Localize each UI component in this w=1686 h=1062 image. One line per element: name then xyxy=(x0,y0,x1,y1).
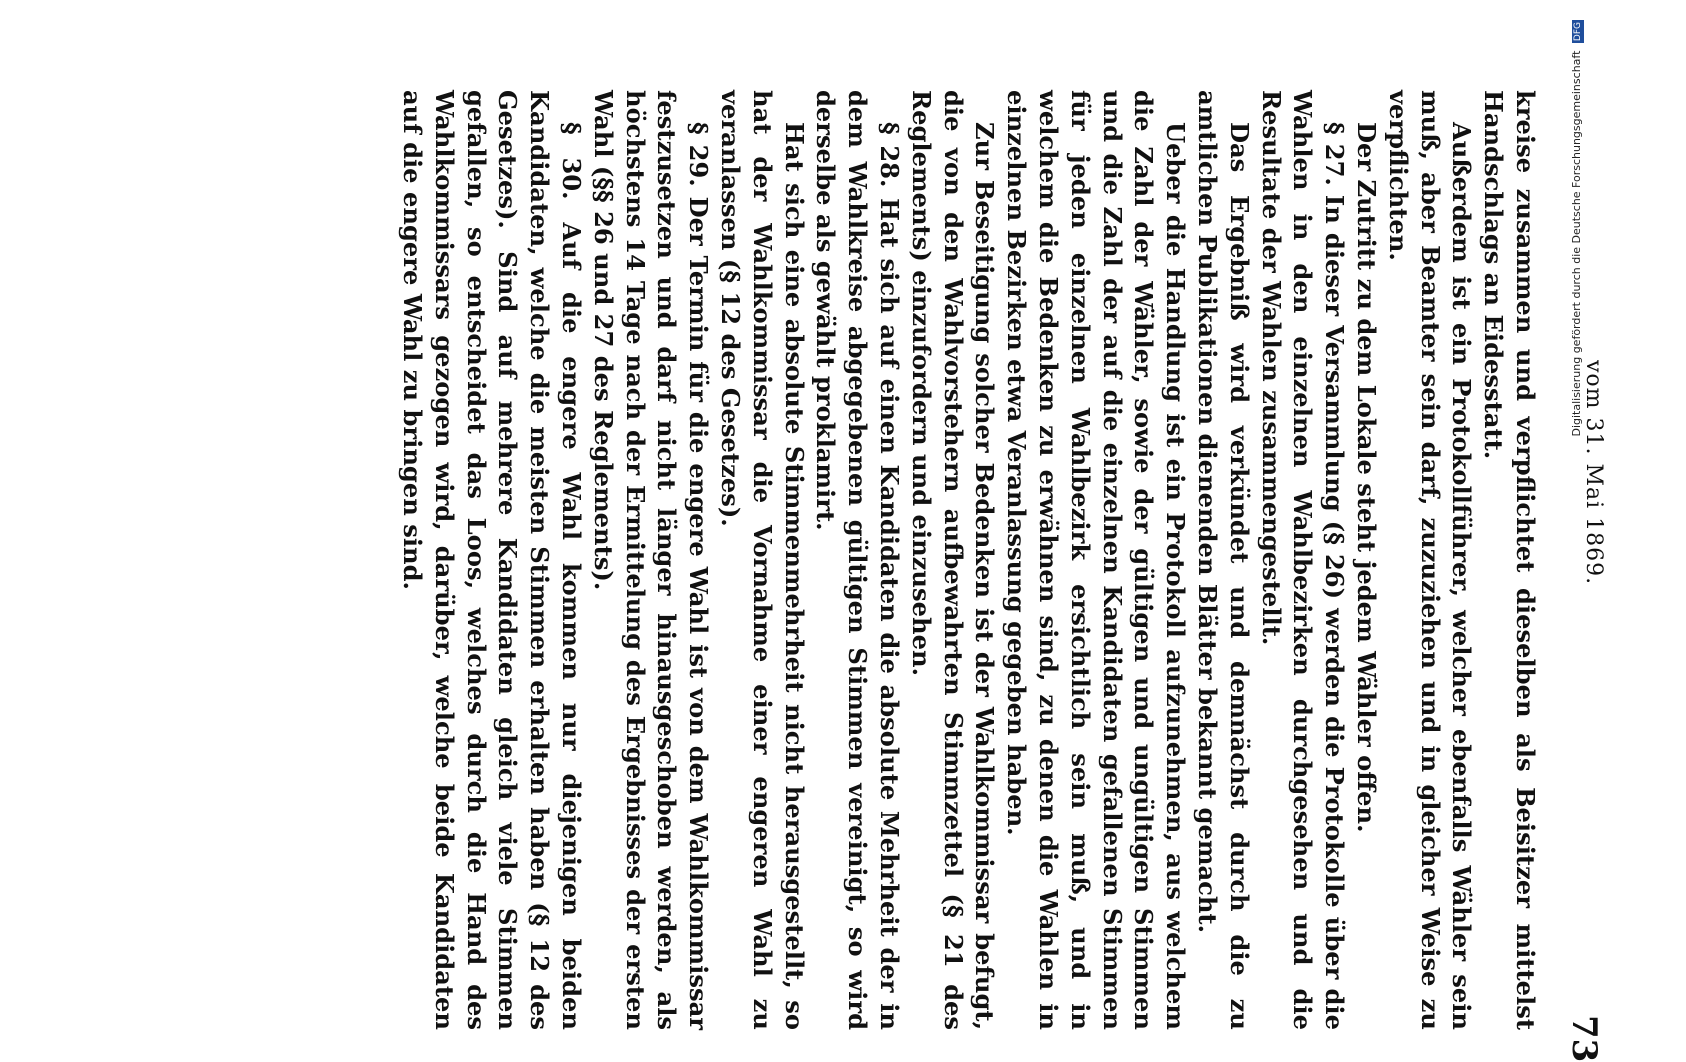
paragraph: kreise zusammen und verpflichtet dieselben als Beisitzer mittelst Handschlags an Eidesstatt. xyxy=(1479,90,1540,1030)
paragraph: Außerdem ist ein Protokollführer, welcher ebenfalls Wähler sein muß, aber Beamter sein darf, zuzuziehen und in gleicher Weise zu verpflichten. xyxy=(1383,90,1477,1030)
paragraph: Das Ergebniß wird verkündet und demnächst durch die zu amtlichen Publikationen dienenden Blätter bekannt gemacht. xyxy=(1193,90,1254,1030)
body-text xyxy=(396,90,1541,1030)
paragraph: Ueber die Handlung ist ein Protokoll aufzunehmen, aus welchem die Zahl der Wähler, sowie der gültigen und ungültigen Stimmen und die Zahl der auf die einzelnen Kandidaten gefallenen Stimmen für jeden einzelnen Wahlbezirk ersichtlich sein muß, und in welchem die Bedenken zu erwähnen sind, zu denen die Wahlen in einzelnen Bezirken etwa Veranlassung gegeben haben. xyxy=(1002,90,1191,1030)
paragraph: Der Zutritt zu dem Lokale steht jedem Wähler offen. xyxy=(1352,122,1382,833)
paragraph: Hat sich eine absolute Stimmenmehrheit nicht herausgestellt, so hat der Wahlkommissar die Vornahme einer engeren Wahl zu veranlassen (§ 12 des Gesetzes). xyxy=(716,90,809,1030)
paragraph-section-28: § 28. Hat sich auf einen Kandidaten die absolute Mehrheit der in dem Wahlkreise abgegebenen gültigen Stimmen vereinigt, so wird derselbe als gewählt proklamirt. xyxy=(811,90,905,1030)
paragraph-section-29: § 29. Der Termin für die engere Wahl ist von dem Wahlkommissar festzusetzen und darf nicht länger hinausgeschoben werden, als höchstens 14 Tage nach der Ermittelung des Ergebnisses der ersten Wahl (§§ 26 und 27 des Reglements). xyxy=(588,90,714,1030)
page-number: 73 xyxy=(1564,1015,1604,1062)
paragraph-section-27: § 27. In dieser Versammlung (§ 26) werden die Protokolle über die Wahlen in den einzelnen Wahlbezirken durchgesehen und die Resultate der Wahlen zusammengestellt. xyxy=(1256,90,1350,1030)
digitization-text: Digitalisierung gefördert durch die Deutsche Forschungsgemeinschaft xyxy=(1570,50,1583,437)
paragraph-section-30: § 30. Auf die engere Wahl kommen nur diejenigen beiden Kandidaten, welche die meisten Stimmen erhalten haben (§ 12 des Gesetzes). Sind auf mehrere Kandidaten gleich viele Stimmen gefallen, so entscheidet das Loos, welches durch die Hand des Wahlkommissars gezogen wird, darüber, welche beide Kandidaten auf die engere Wahl zu bringen sind. xyxy=(398,90,587,1030)
paragraph: Zur Beseitigung solcher Bedenken ist der Wahlkommissar befugt, die von den Wahlvorstehern aufbewahrten Stimmzettel (§ 21 des Reglements) einzufordern und einzusehen. xyxy=(906,90,1000,1030)
running-title: vom 31. Mai 1869. xyxy=(1581,360,1606,586)
dfg-logo: DFG xyxy=(1573,22,1583,42)
digitization-note xyxy=(1570,20,1584,950)
